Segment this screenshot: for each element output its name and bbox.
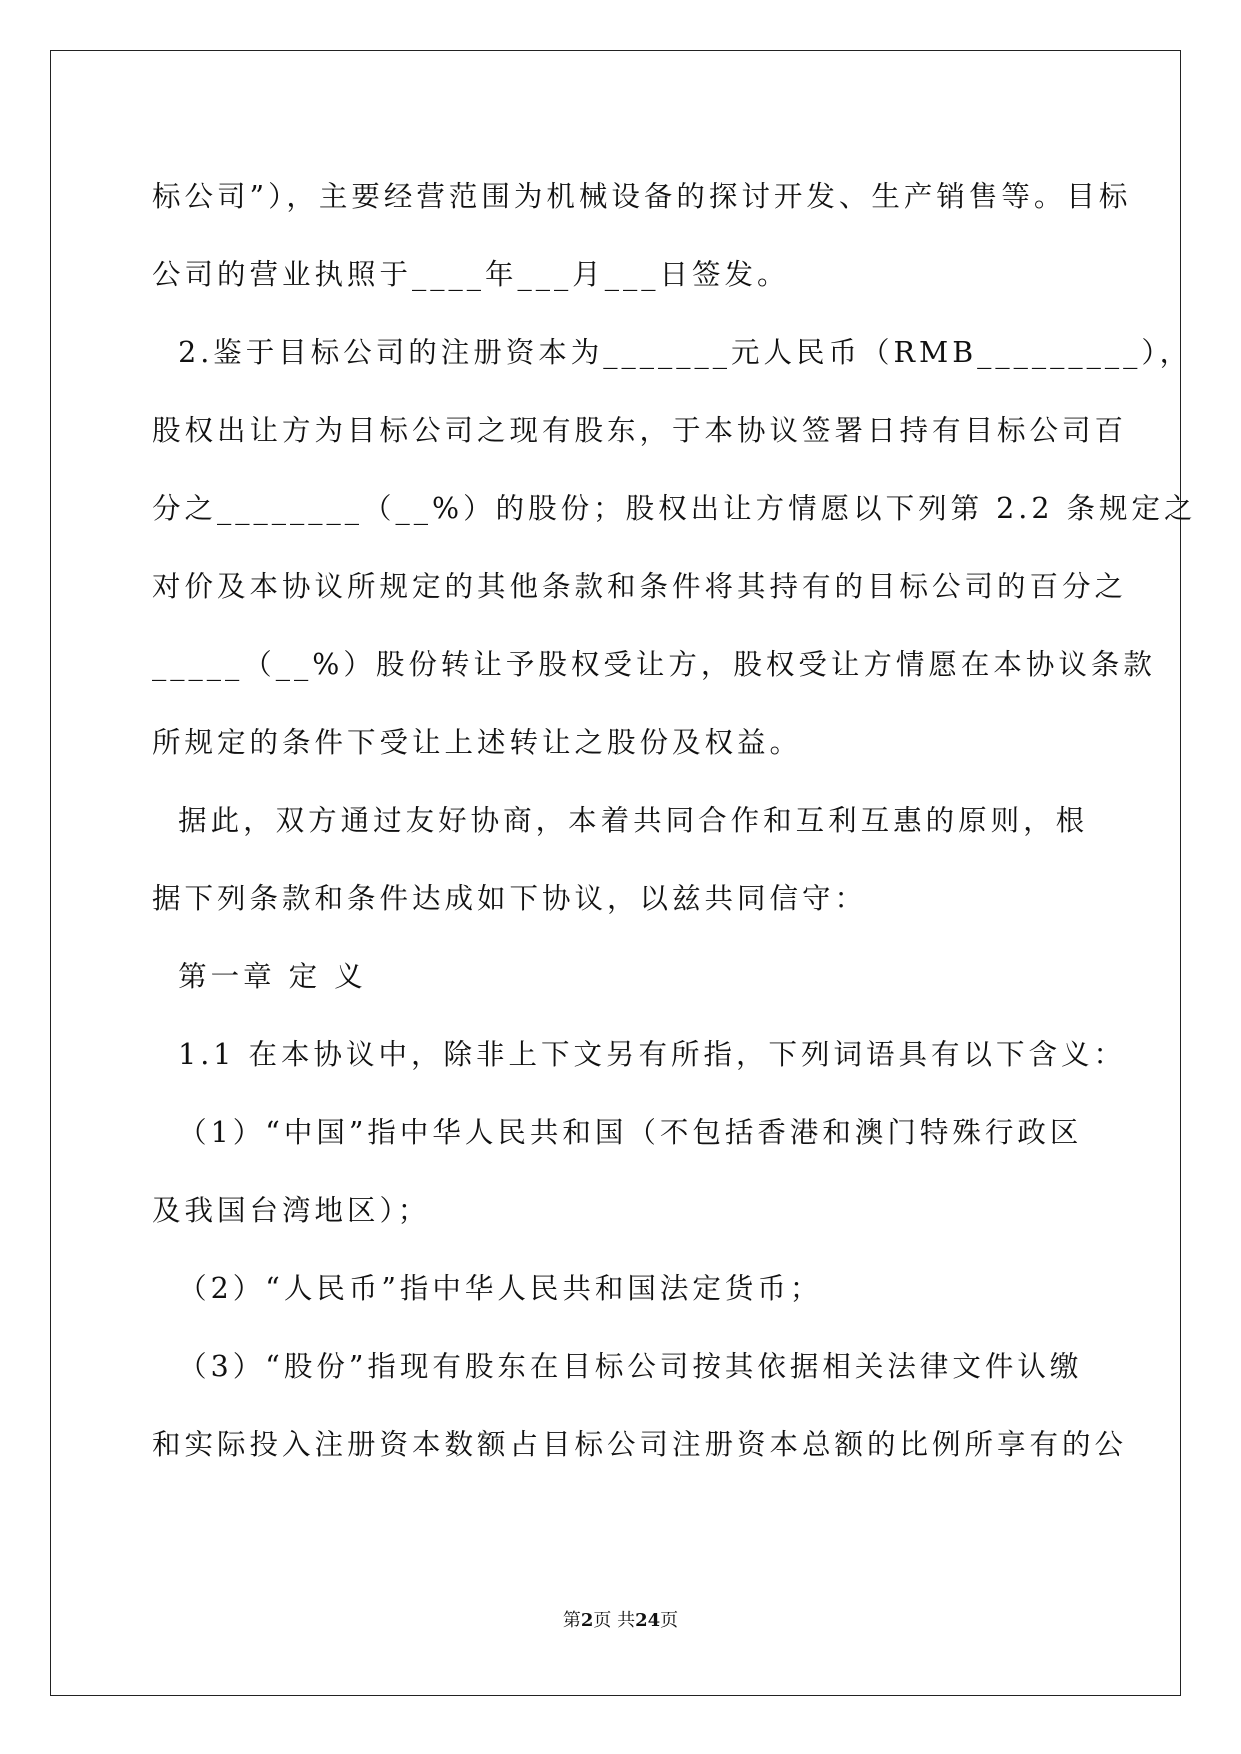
- text-line: 所规定的条件下受让上述转让之股份及权益。: [152, 726, 803, 759]
- text-line: 据下列条款和条件达成如下协议，以兹共同信守：: [152, 882, 868, 915]
- text-line: 对价及本协议所规定的其他条款和条件将其持有的目标公司的百分之: [152, 570, 1128, 603]
- footer-prefix: 第: [562, 1610, 581, 1631]
- text-line: 股权出让方为目标公司之现有股东，于本协议签署日持有目标公司百: [152, 414, 1128, 447]
- text-line: 和实际投入注册资本数额占目标公司注册资本总额的比例所享有的公: [152, 1428, 1128, 1461]
- footer-suffix: 页: [660, 1610, 679, 1631]
- chapter-heading: 第一章 定 义: [152, 960, 367, 993]
- text-line: （2）“人民币”指中华人民共和国法定货币；: [152, 1272, 823, 1305]
- text-line: 分之________（__%）的股份；股权出让方情愿以下列第 2.2 条规定之: [152, 492, 1197, 525]
- page-footer: [0, 1606, 1241, 1632]
- total-page-number: 24: [635, 1610, 661, 1631]
- text-line: 公司的营业执照于____年___月___日签发。: [152, 258, 790, 291]
- document-body: [152, 158, 1197, 1484]
- text-line: 2.鉴于目标公司的注册资本为_______元人民币（RMB_________），: [152, 336, 1193, 369]
- current-page-number: 2: [580, 1610, 594, 1631]
- text-line: 标公司”），主要经营范围为机械设备的探讨开发、生产销售等。目标: [152, 180, 1132, 213]
- footer-mid: 页 共: [593, 1610, 636, 1631]
- text-line: 及我国台湾地区）；: [152, 1194, 431, 1227]
- text-line: （1）“中国”指中华人民共和国（不包括香港和澳门特殊行政区: [152, 1116, 1083, 1149]
- text-line: _____（__%）股份转让予股权受让方，股权受让方情愿在本协议条款: [152, 648, 1156, 681]
- text-line: 据此，双方通过友好协商，本着共同合作和互利互惠的原则，根: [152, 804, 1089, 837]
- text-line: 1.1 在本协议中，除非上下文另有所指，下列词语具有以下含义：: [152, 1038, 1127, 1071]
- text-line: （3）“股份”指现有股东在目标公司按其依据相关法律文件认缴: [152, 1350, 1083, 1383]
